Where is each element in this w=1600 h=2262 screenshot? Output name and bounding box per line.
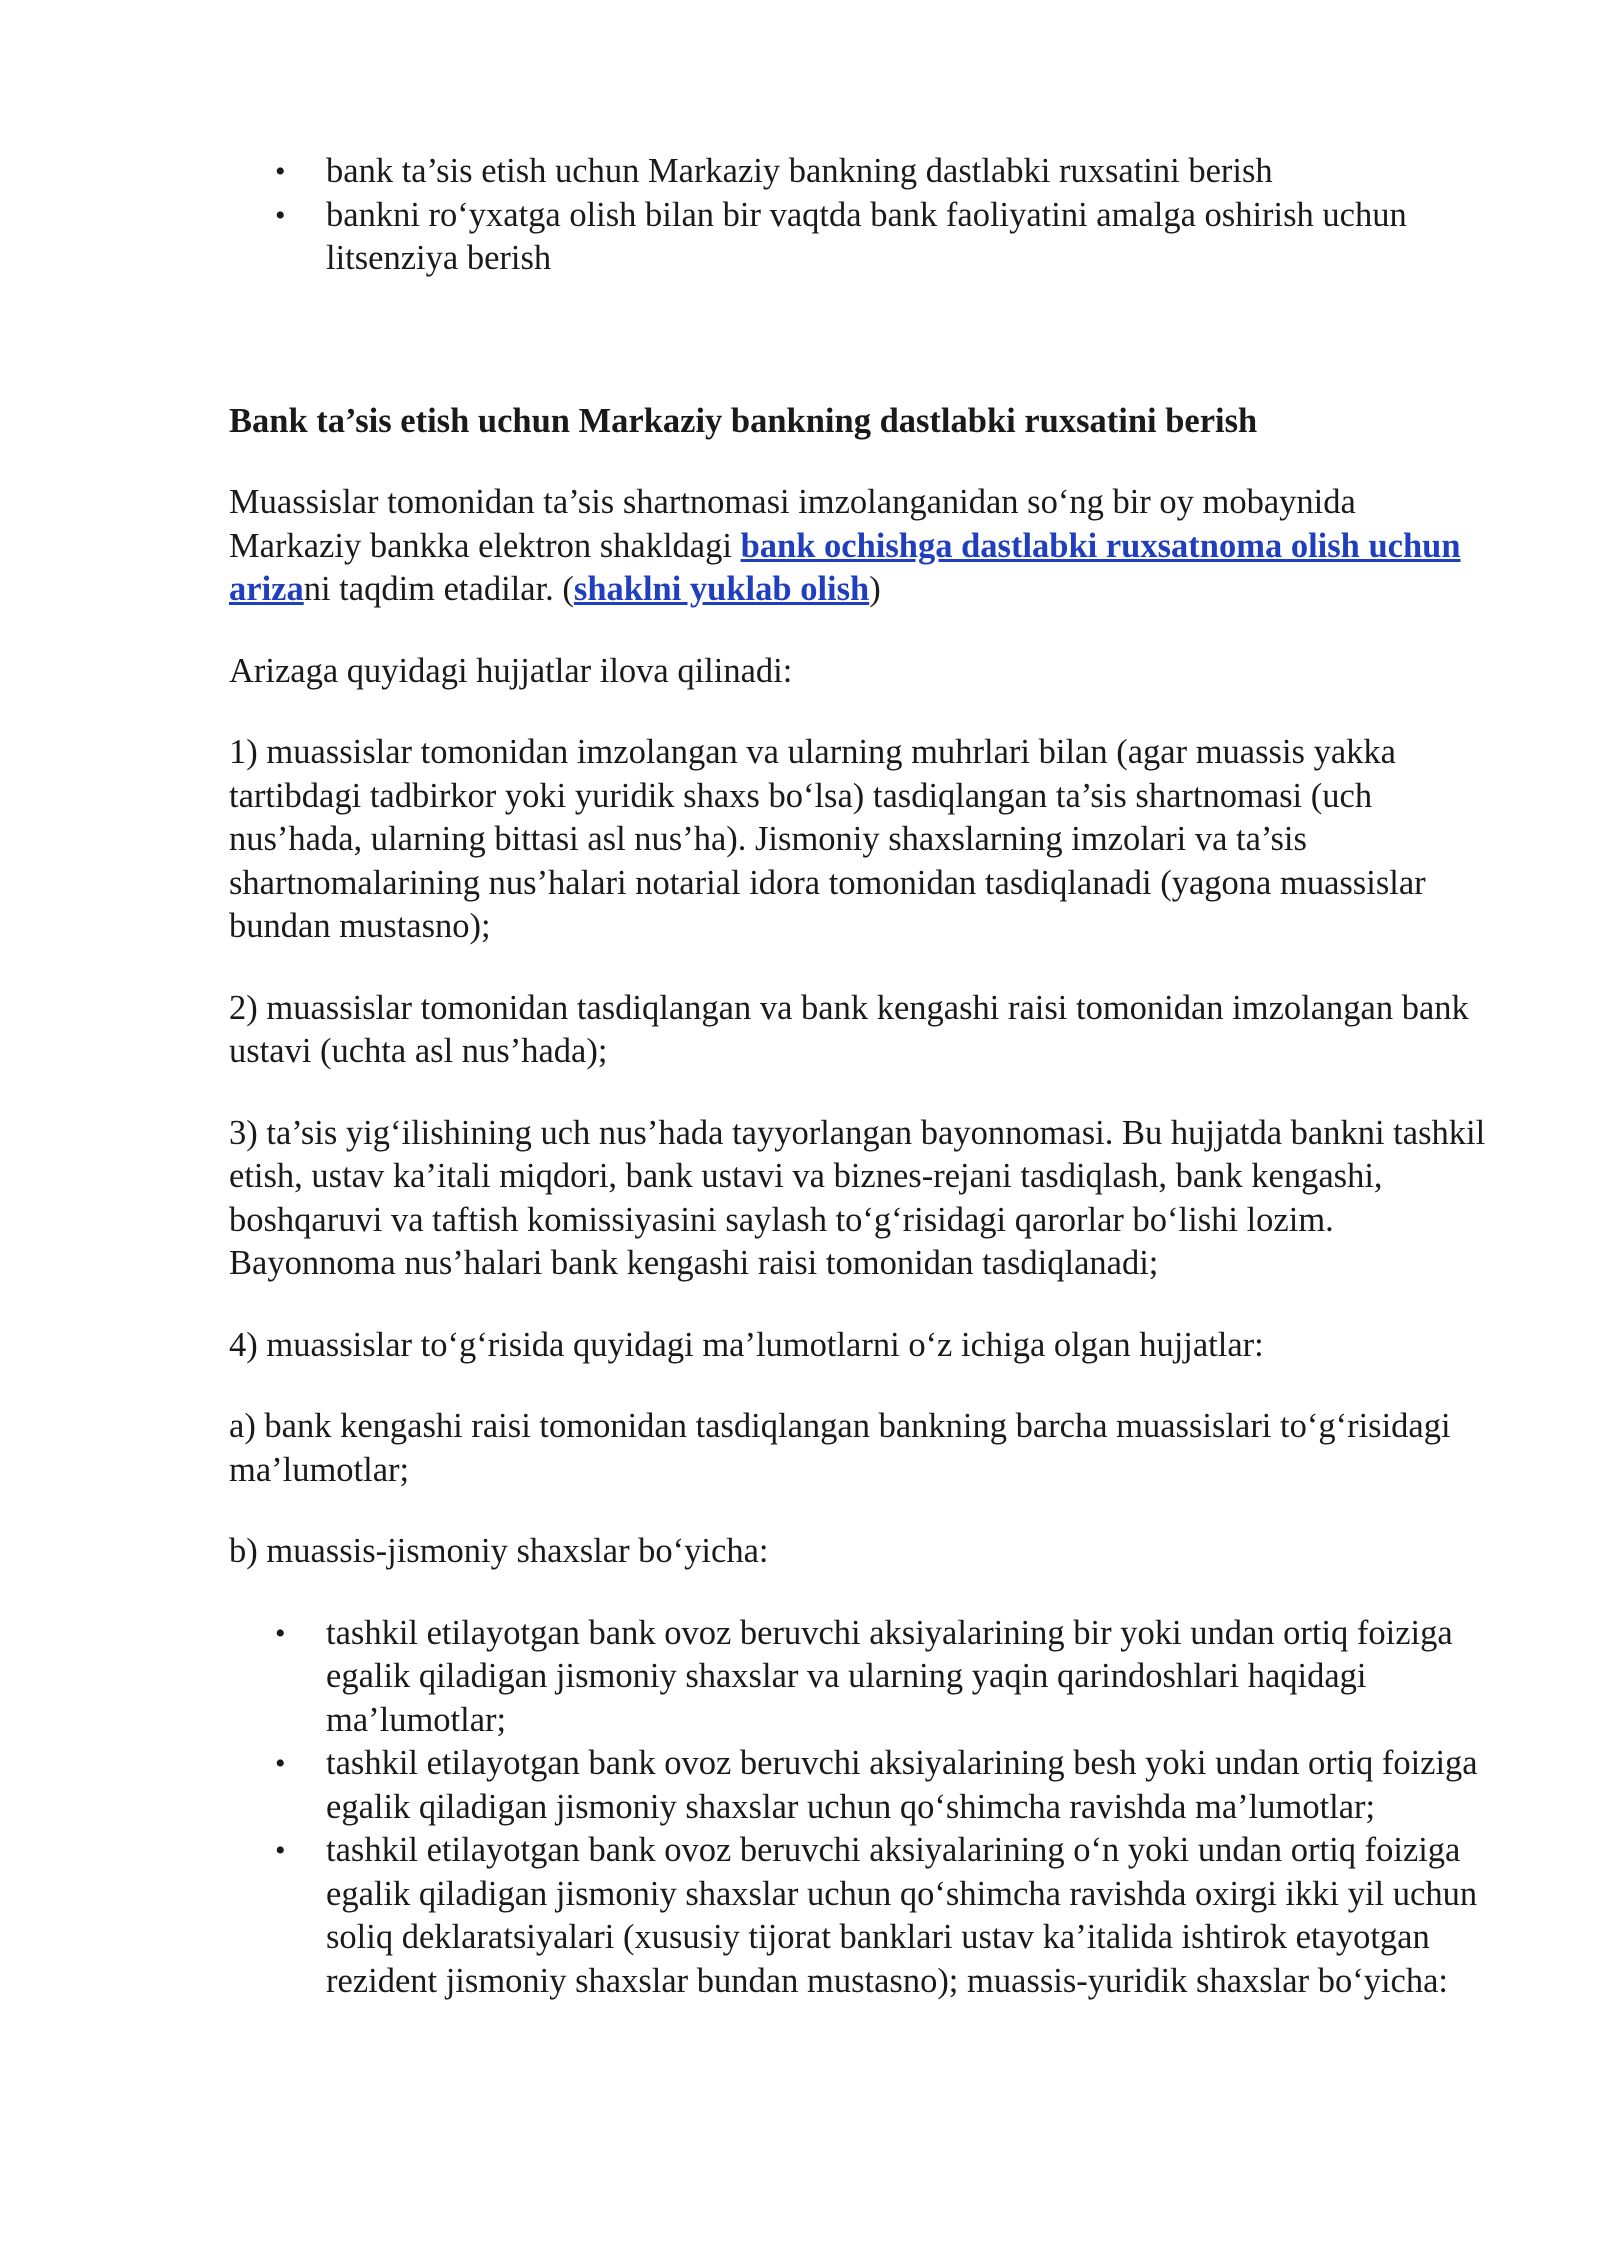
intro-text-middle: ni taqdim etadilar. ( [303, 570, 574, 608]
section-heading: Bank ta’sis etish uchun Markaziy bankning dastlabki ruxsatini berish [229, 402, 1258, 440]
list-item-text: bankni ro‘yxatga olish bilan bir vaqtda bank faoliyatini amalga oshirish uchun litsenziya berish [326, 195, 1407, 277]
paragraph-attachments-intro: Arizaga quyidagi hujjatlar ilova qilinadi: [229, 651, 793, 690]
list-item [229, 1742, 1489, 1829]
bullet-icon: • [275, 1834, 286, 1867]
list-item [229, 150, 1489, 194]
bullet-icon: • [275, 155, 286, 188]
list-item-text: bank ta’sis etish uchun Markaziy bankning dastlabki ruxsatini berish [326, 152, 1273, 190]
download-form-link[interactable]: shaklni yuklab olish [573, 570, 870, 608]
paragraph-item-2: 2) muassislar tomonidan tasdiqlangan va bank kengashi raisi tomonidan imzolangan bank ustavi (uchta asl nus’hada); [229, 988, 1469, 1070]
list-item [229, 194, 1489, 281]
bullet-icon: • [275, 1616, 286, 1650]
paragraph-item-4a: a) bank kengashi raisi tomonidan tasdiqlangan bankning barcha muassislari to‘g‘risidagi ma’lumotlar; [229, 1407, 1451, 1489]
intro-text-before: Muassislar tomonidan ta’sis shartnomasi imzolanganidan so‘ng bir oy mobaynida Markaziy bankka elektron shakldagi [229, 483, 1356, 565]
top-bullet-list [229, 150, 1489, 281]
list-item-text: tashkil etilayotgan bank ovoz beruvchi aksiyalarining o‘n yoki undan ortiq foiziga egalik qiladigan jismoniy shaxslar uchun qo‘shimcha ravishda oxirgi ikki yil uchun soliq deklaratsiyalari (xususiy tijorat banklari ustav ka’italida ishtirok etayotgan rezident jismoniy shaxslar bundan mustasno); muassis-yuridik shaxslar bo‘yicha: [326, 1831, 1478, 2000]
bottom-bullet-list [229, 1612, 1489, 2004]
paragraph-item-4: 4) muassislar to‘g‘risida quyidagi ma’lumotlarni o‘z ichiga olgan hujjatlar: [229, 1325, 1264, 1364]
paragraph-item-4b: b) muassis-jismoniy shaxslar bo‘yicha: [229, 1532, 769, 1570]
list-item [229, 1829, 1489, 2003]
document-page [229, 150, 1489, 2000]
list-item [229, 1612, 1489, 1743]
list-item-text: tashkil etilayotgan bank ovoz beruvchi aksiyalarining besh yoki undan ortiq foiziga egalik qiladigan jismoniy shaxslar uchun qo‘shimcha ravishda ma’lumotlar; [326, 1744, 1478, 1826]
list-item-text: tashkil etilayotgan bank ovoz beruvchi aksiyalarining bir yoki undan ortiq foiziga egalik qiladigan jismoniy shaxslar va ularning yaqin qarindoshlari haqidagi ma’lumotlar; [326, 1613, 1453, 1739]
bullet-icon: • [275, 1747, 286, 1780]
application-form-link[interactable]: bank ochishga dastlabki ruxsatnoma olish uchun ariza [229, 526, 1461, 608]
document-body [229, 481, 1489, 2003]
paragraph-item-3: 3) ta’sis yig‘ilishining uch nus’hada tayyorlangan bayonnomasi. Bu hujjatda bankni tashkil etish, ustav ka’itali miqdori, bank ustavi va biznes-rejani tasdiqlash, bank kengashi, boshqaruvi va taftish komissiyasini saylash to‘g‘risidagi qarorlar bo‘lishi lozim. Bayonnoma nus’halari bank kengashi raisi tomonidan tasdiqlanadi; [229, 1113, 1486, 1282]
paragraph-item-1: 1) muassislar tomonidan imzolangan va ularning muhrlari bilan (agar muassis yakka tartibdagi tadbirkor yoki yuridik shaxs bo‘lsa) tasdiqlangan ta’sis shartnomasi (uch nus’hada, ularning bittasi asl nus’ha). Jismoniy shaxslarning imzolari va ta’sis shartnomalarining nus’halari notarial idora tomonidan tasdiqlanadi (yagona muassislar bundan mustasno); [229, 733, 1426, 945]
intro-text-after: ) [869, 570, 881, 608]
intro-paragraph [229, 481, 1489, 612]
bullet-icon: • [275, 198, 286, 232]
